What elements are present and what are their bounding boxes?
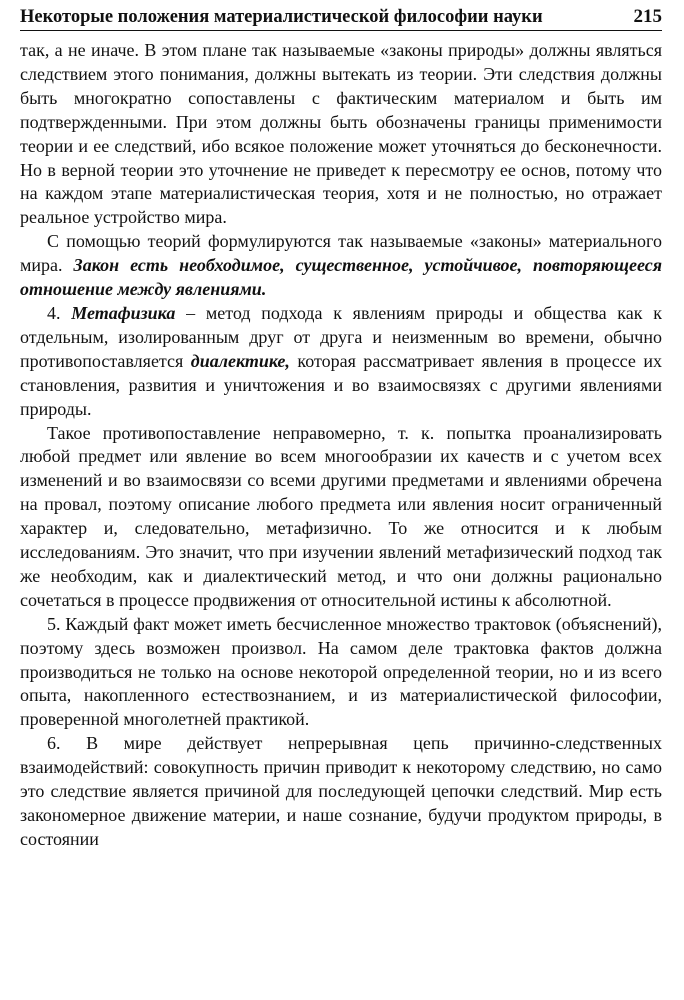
- paragraph-4-tail: которая рассматривает явления в процессе их становления, развития и уничтожения и во взаимосвязях с другими явлениями природы.: [20, 350, 662, 419]
- paragraph-laws-text: С помощью теорий формулируются так называемые «законы» материального мира.: [20, 231, 662, 276]
- header-title: Некоторые положения материалистической философии науки: [20, 7, 543, 27]
- page-number: 215: [633, 6, 662, 27]
- paragraph-4: [20, 302, 662, 422]
- paragraph-4-text: – метод подхода к явлениям природы и общества как к отдельным, изолированным друг от друга и неизменным во времени, обычно противопоставляется: [20, 302, 662, 371]
- paragraph-5: 5. Каждый факт может иметь бесчисленное множество трактовок (объяснений), поэтому здесь возможен произвол. На самом деле трактовка фактов должна производиться не только на основе некоторой определенной теории, но и из всего опыта, накопленного естествознанием, и из материалистической философии, проверенной многолетней практикой.: [20, 613, 662, 730]
- paragraph-opposition: Такое противопоставление неправомерно, т. к. попытка проанализировать любой предмет или явление во всем многообразии их качеств и с учетом всех изменений и во взаимосвязи со всеми другими предметами и явлениями обречена на провал, поэтому описание любого предмета или явления носит ограниченный характер и, следовательно, метафизично. То же относится и к любым исследованиям. Это значит, что при изучении явлений метафизический подход так же необходим, как и диалектический метод, и что они должны рационально сочетаться в процессе продвижения от относительной истины к абсолютной.: [20, 422, 662, 610]
- term-dialectics: диалектике,: [190, 350, 290, 371]
- paragraph-continued: так, а не иначе. В этом плане так называемые «законы природы» должны являться следствием этого понимания, должны вытекать из теории. Эти следствия должны быть многократно сопоставлены с фактическим материалом и быть им подтвержденными. При этом должны быть обозначены границы применимости теории и ее следствий, ибо всякое положение может уточняться до бесконечности. Но в верной теории это уточнение не приведет к пересмотру ее основ, потому что на каждом этапе материалистическая теория, хотя и не полностью, но отражает реальное устройство мира.: [20, 40, 662, 228]
- term-metaphysics: Метафизика: [71, 302, 176, 323]
- running-header: [20, 6, 662, 31]
- paragraph-number: 4.: [47, 302, 72, 323]
- law-definition: Закон есть необходимое, существенное, устойчивое, повторяющееся отношение между явлениями.: [20, 255, 662, 300]
- page-body: [20, 39, 662, 852]
- paragraph-6: 6. В мире действует непрерывная цепь причинно-следственных взаимодействий: совокупность причин приводит к некоторому следствию, но само это следствие является причиной для последующей цепочки следствий. Мир есть закономерное движение материи, и наше сознание, будучи продуктом природы, в состоянии: [20, 733, 662, 849]
- paragraph-laws: [20, 230, 662, 302]
